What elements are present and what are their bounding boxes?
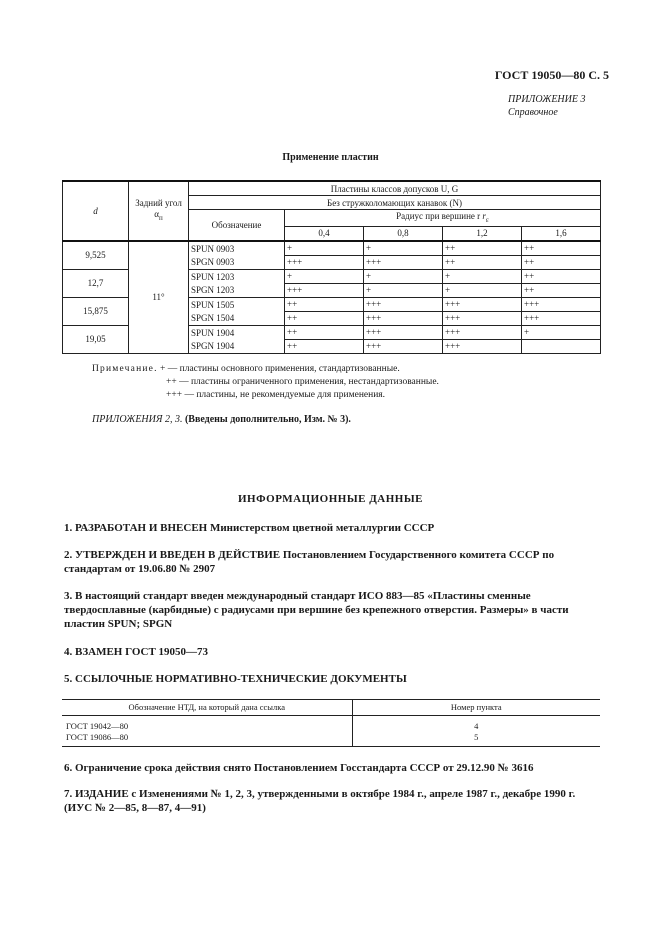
designation: SPGN 0903 xyxy=(189,255,285,269)
info-item-5: 5. ССЫЛОЧНЫЕ НОРМАТИВНО-ТЕХНИЧЕСКИЕ ДОКУМЕНТЫ xyxy=(64,673,407,685)
d-value: 15,875 xyxy=(63,297,129,325)
cell: ++ xyxy=(285,339,364,353)
designation: SPUN 1505 xyxy=(189,297,285,311)
designation: SPGN 1203 xyxy=(189,283,285,297)
cell: ++ xyxy=(522,283,601,297)
cell: +++ xyxy=(364,255,443,269)
cell: +++ xyxy=(522,297,601,311)
cell: ++ xyxy=(443,255,522,269)
appendix-type: Справочное xyxy=(508,107,558,118)
ref-item: 4 xyxy=(474,721,479,731)
note-line: ++ — пластины ограниченного применения, нестандартизованные. xyxy=(166,377,439,387)
cell xyxy=(522,339,601,353)
radius-col: 0,4 xyxy=(285,226,364,241)
col-header-d: d xyxy=(63,181,129,241)
cell: ++ xyxy=(285,311,364,325)
col-header-designation: Обозначение xyxy=(189,210,285,241)
plates-table xyxy=(62,180,601,354)
angle-value: 11° xyxy=(129,241,189,354)
table-row xyxy=(62,732,600,747)
cell: ++ xyxy=(522,255,601,269)
info-item-2: 2. УТВЕРЖДЕН И ВВЕДЕН В ДЕЙСТВИЕ Постановлением Государственного комитета СССР по стандартам от 19.06.80 № 2907 xyxy=(64,549,555,575)
ref-col-doc: Обозначение НТД, на который дана ссылка xyxy=(62,700,352,716)
table-title: Применение пластин xyxy=(282,152,379,163)
info-title: ИНФОРМАЦИОННЫЕ ДАННЫЕ xyxy=(237,493,424,505)
table-row xyxy=(63,241,601,256)
cell: ++ xyxy=(443,241,522,256)
cell: +++ xyxy=(522,311,601,325)
col-header-radius: Радиус при вершине r $r_\varepsilon$ xyxy=(285,210,601,227)
cell: ++ xyxy=(285,325,364,339)
designation: SPGN 1904 xyxy=(189,339,285,353)
ref-col-item: Номер пункта xyxy=(352,700,600,716)
cell: +++ xyxy=(443,325,522,339)
note-label: Примечание. xyxy=(92,364,158,374)
cell: +++ xyxy=(364,339,443,353)
radius-col: 1,2 xyxy=(443,226,522,241)
appendices-note: ПРИЛОЖЕНИЯ 2, 3. (Введены дополнительно, Изм. № 3). xyxy=(92,414,351,425)
info-item-6: 6. Ограничение срока действия снято Постановлением Госстандарта СССР от 29.12.90 № 3616 xyxy=(64,762,534,774)
d-value: 9,525 xyxy=(63,241,129,270)
designation: SPUN 1203 xyxy=(189,269,285,283)
note-line: +++ — пластины, не рекомендуемые для применения. xyxy=(166,390,386,400)
radius-col: 0,8 xyxy=(364,226,443,241)
cell: +++ xyxy=(364,325,443,339)
cell: +++ xyxy=(285,283,364,297)
cell: +++ xyxy=(443,311,522,325)
table-note xyxy=(92,363,439,402)
col-header-subgroup: Без стружколомающих канавок (N) xyxy=(189,196,601,210)
designation: SPGN 1504 xyxy=(189,311,285,325)
info-item-4: 4. ВЗАМЕН ГОСТ 19050—73 xyxy=(64,646,209,658)
ref-item: 5 xyxy=(352,732,600,747)
info-item-3: 3. В настоящий стандарт введен международный стандарт ИСО 883—85 «Пластины сменные твердосплавные (карбидные) с радиусами при вершине без крепежного отверстия. Размеры» в части пластин SPUN; SPGN xyxy=(64,590,569,630)
cell: ++ xyxy=(522,269,601,283)
references-table xyxy=(62,699,600,747)
cell: + xyxy=(443,269,522,283)
note-line: + — пластины основного применения, стандартизованные. xyxy=(160,364,400,374)
cell: + xyxy=(364,283,443,297)
cell: +++ xyxy=(364,297,443,311)
cell: ++ xyxy=(522,241,601,256)
cell: + xyxy=(522,325,601,339)
info-item-7: 7. ИЗДАНИЕ с Изменениями № 1, 2, 3, утвержденными в октябре 1984 г., апреле 1987 г., декабре 1990 г. (ИУС № 2—85, 8—87, 4—91) xyxy=(64,788,576,814)
cell: +++ xyxy=(443,297,522,311)
appendix-label xyxy=(508,93,586,119)
col-header-angle: Задний угол $\alpha_п$ xyxy=(129,181,189,241)
ref-doc: ГОСТ 19086—80 xyxy=(62,732,352,747)
radius-col: 1,6 xyxy=(522,226,601,241)
d-value: 12,7 xyxy=(63,269,129,297)
cell: +++ xyxy=(443,339,522,353)
cell: + xyxy=(285,241,364,256)
cell: + xyxy=(285,269,364,283)
d-value: 19,05 xyxy=(63,325,129,353)
info-item-1: 1. РАЗРАБОТАН И ВНЕСЕН Министерством цветной металлургии СССР xyxy=(64,522,435,534)
cell: + xyxy=(364,269,443,283)
designation: SPUN 0903 xyxy=(189,241,285,256)
ref-doc: ГОСТ 19042—80 xyxy=(62,716,352,733)
cell: ++ xyxy=(285,297,364,311)
page-header-code: ГОСТ 19050—80 С. 5 xyxy=(494,68,609,82)
table-row xyxy=(62,716,600,733)
col-header-group: Пластины классов допусков U, G xyxy=(189,181,601,196)
cell: +++ xyxy=(364,311,443,325)
cell: + xyxy=(364,241,443,256)
cell: +++ xyxy=(285,255,364,269)
cell: + xyxy=(443,283,522,297)
designation: SPUN 1904 xyxy=(189,325,285,339)
appendix-number: ПРИЛОЖЕНИЕ 3 xyxy=(508,94,586,105)
